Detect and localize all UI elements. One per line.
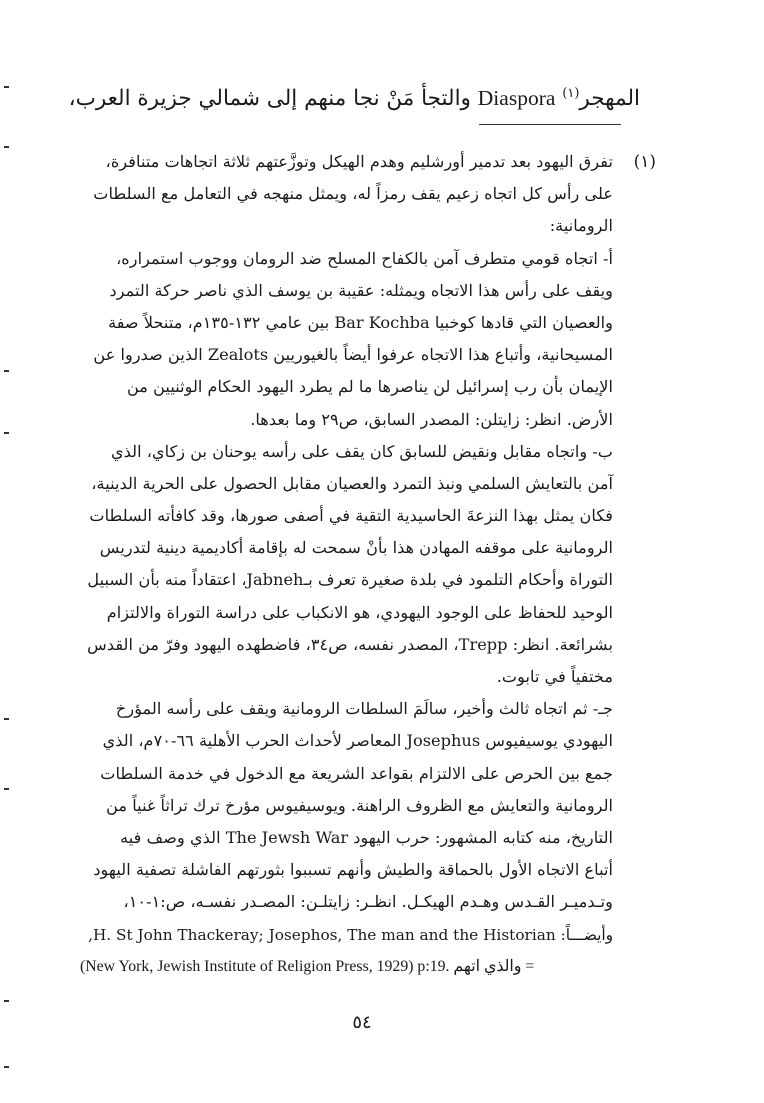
- footnote-line: الأرض. انظر: زايتلن: المصدر السابق، ص٢٩ وما بعدها.: [250, 409, 613, 429]
- footnote-line: الوحيد للحفاظ على الوجود اليهودي، هو الانكباب على دراسة التوراة والالتزام: [106, 602, 613, 622]
- scan-margin-mark: [4, 86, 9, 88]
- footnote-line: المسيحانية، وأتباع هذا الاتجاه عرفوا أيضاً بالغيوريين Zealots الذين صدروا عن: [93, 345, 613, 365]
- scan-margin-mark: [4, 146, 9, 148]
- footnote-line: مختفياً في تابوت.: [496, 667, 613, 686]
- footnote-line: الرومانية على موقفه المهادن هذا بأنْ سمحت له بإقامة أكاديمية دينية لتدريس: [99, 538, 613, 558]
- footnote-separator: [479, 124, 621, 125]
- footnote-line: والعصيان التي قادها كوخبيا Bar Kochba بين عامي ١٣٢-١٣٥م، متنحلاً صفة: [108, 312, 613, 332]
- scan-margin-mark: [4, 432, 9, 434]
- footnote-line: وتـدميـر القـدس وهـدم الهيكـل. انظـر: زايتلـن: المصـدر نفسـه، ص:١-١٠،: [123, 892, 613, 912]
- scan-margin-mark: [4, 1000, 9, 1002]
- footnote-line: التاريخ، منه كتابه المشهور: حرب اليهود The Jewsh War الذي وصف فيه: [120, 827, 613, 847]
- footnote-line: بشرائعة. انظر: Trepp، المصدر نفسه، ص٣٤، فاضطهده اليهود وفرّ من القدس: [87, 634, 613, 654]
- scan-margin-mark: [4, 370, 9, 372]
- footnote-line: أتباع الاتجاه الأول بالحماقة والطيش وأنهم تسببوا بثورتهم الفاشلة تصفية اليهود: [93, 860, 613, 880]
- footnote-line: جـ- ثم اتجاه ثالث وأخير، سالَمَ السلطات الرومانية ويقف على رأسه المؤرخ: [115, 699, 613, 719]
- footnote-line: اليهودي يوسيفيوس Josephus المعاصر لأحداث الحرب الأهلية ٦٦-٧٠م، الذي: [102, 731, 613, 751]
- footnote-line: ويقف على رأس هذا الاتجاه ويمثله: عقيبة بن يوسف الذي ناصر حركة التمرد: [109, 280, 613, 300]
- scan-margin-mark: [4, 788, 9, 790]
- page-number: ٥٤: [352, 1012, 372, 1033]
- footnote-line: ب- واتجاه مقابل ونقيض للسابق كان يقف على رأسه يوحنان بن زكاي، الذي: [111, 441, 613, 461]
- footnote-marker: (١): [633, 152, 656, 172]
- footnote-reference: (١): [562, 85, 580, 101]
- footnote-body: [80, 146, 613, 983]
- footnote-line: الرومانية:: [549, 216, 613, 236]
- footnote-line: الإيمان بأن رب إسرائيل لن يناصرها ما لم يطرد اليهود الحكام الوثنيين من: [126, 377, 613, 397]
- footnote-line: التوراة وأحكام التلمود في بلدة صغيرة تعرف بـJabneh، اعتقاداً منه بأن السبيل: [87, 570, 613, 590]
- footnote-citation-line: (New York, Jewish Institute of Religion Press, 1929) p:19. والذي اتهم =: [80, 957, 535, 975]
- scan-margin-mark: [4, 1066, 9, 1068]
- footnote-line: على رأس كل اتجاه زعيم يقف رمزاً له، ويمثل منهجه في التعامل مع السلطات: [93, 184, 613, 204]
- header-text-after: والتجأ مَنْ نجا منهم إلى شمالي جزيرة العرب،: [68, 86, 471, 111]
- header-latin-term: Diaspora: [477, 86, 556, 110]
- body-text-line: [60, 78, 640, 119]
- footnote-line: وأيضـــاً: H. St John Thackeray; Josephos, The man and the Historian,: [88, 925, 613, 944]
- footnote-line: جمع بين الحرص على الالتزام بقواعد الشريعة مع الدخول في خدمة السلطات: [100, 763, 613, 783]
- footnote-line: تفرق اليهود بعد تدمير أورشليم وهدم الهيكل وتوزَّعتهم ثلاثة اتجاهات متنافرة،: [105, 152, 613, 171]
- header-word-before: المهجر: [579, 86, 640, 111]
- footnote-line: أ- اتجاه قومي متطرف آمن بالكفاح المسلح ضد الرومان ووجوب استمراره،: [116, 248, 613, 268]
- footnote-line: فكان يمثل بهذا النزعةَ الحاسيدية التقية في أصفى صورها، وقد كافأته السلطات: [89, 506, 613, 526]
- footnote-line: آمن بالتعايش السلمي ونبذ التمرد والعصيان مقابل الحصول على الحرية الدينية،: [91, 473, 613, 493]
- scan-margin-mark: [4, 718, 9, 720]
- footnote-line: الرومانية والتعايش مع الظروف الراهنة. ويوسيفيوس مؤرخ ترك تراثاً غنياً من: [106, 795, 613, 815]
